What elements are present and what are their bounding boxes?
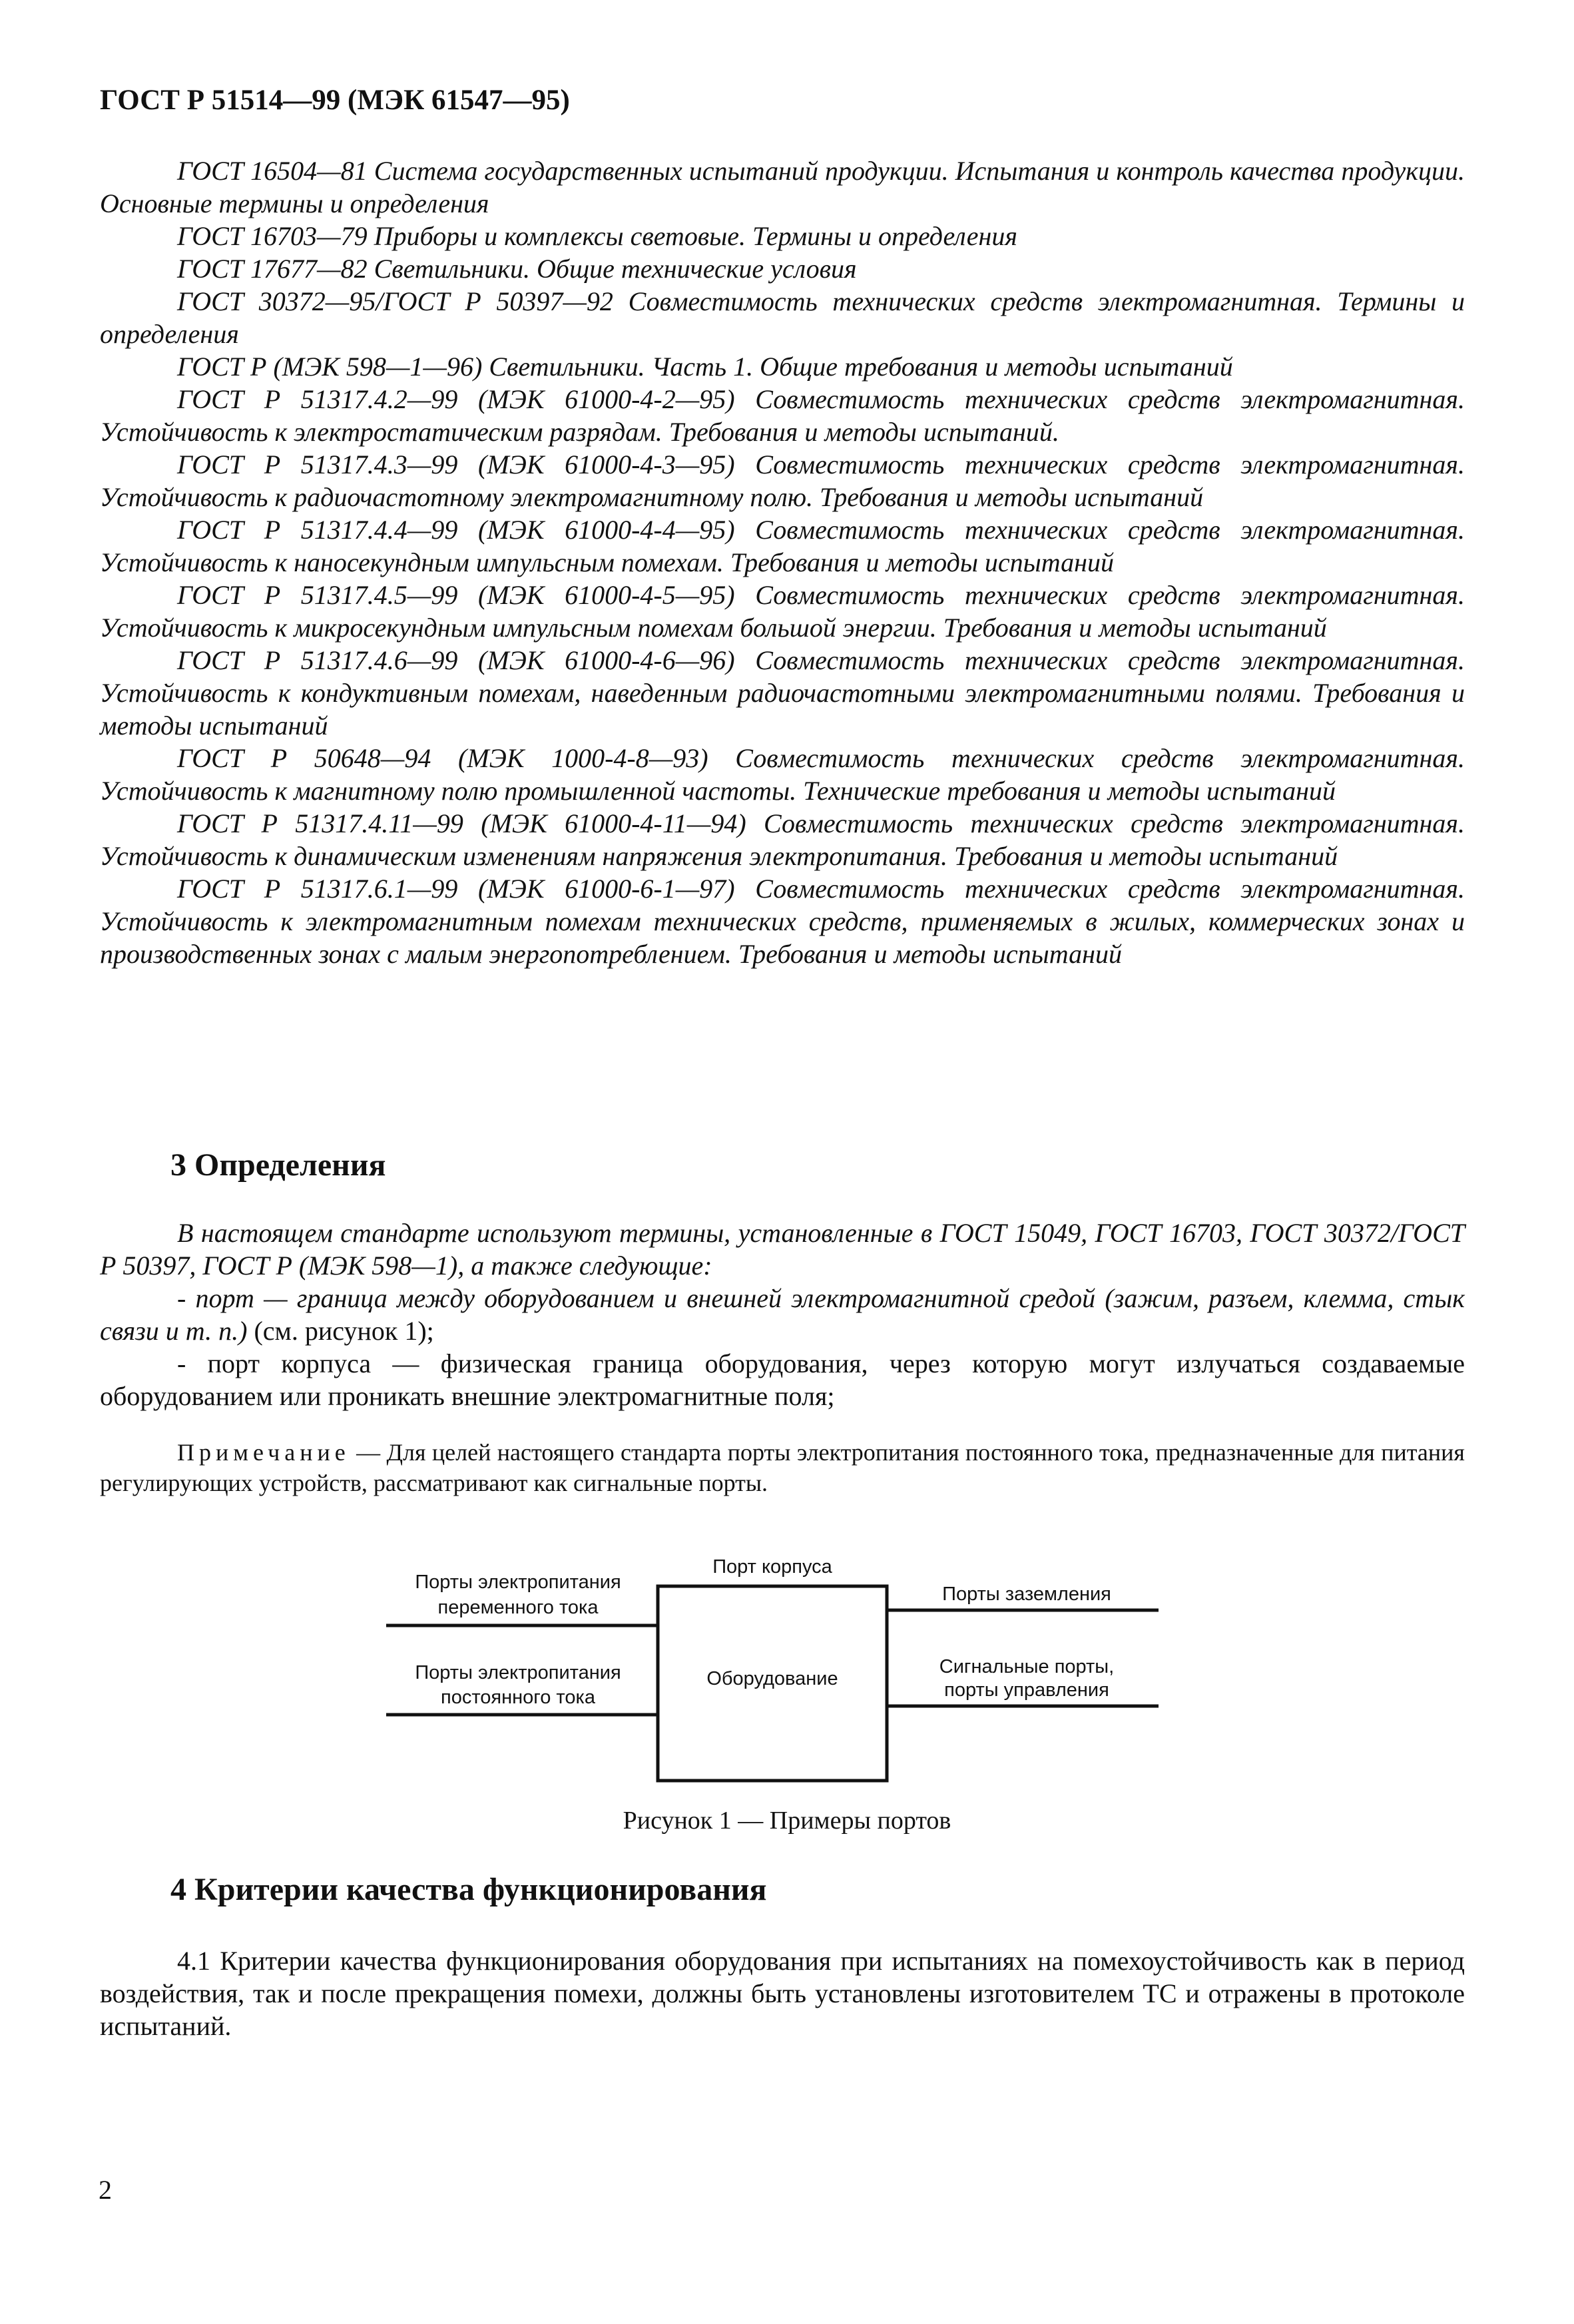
definitions-intro: В настоящем стандарте используют термины, установленные в ГОСТ 15049, ГОСТ 16703, ГОСТ 30372/ГОСТ Р 50397, ГОСТ Р (МЭК 598—1), а также следующие: <box>100 1218 1465 1281</box>
reference-item: ГОСТ Р (МЭК 598—1—96) Светильники. Часть 1. Общие требования и методы испытаний <box>177 352 1233 382</box>
reference-item: ГОСТ Р 51317.4.5—99 (МЭК 61000-4-5—95) Совместимость технических средств электромагнитная. Устойчивость к микросекундным импульсным помехам большой энергии. Требования и методы испытаний <box>100 580 1465 643</box>
reference-item: ГОСТ Р 51317.4.2—99 (МЭК 61000-4-2—95) Совместимость технических средств электромагнитная. Устойчивость к электростатическим разрядам. Требования и методы испытаний. <box>100 384 1465 447</box>
reference-item: ГОСТ 16703—79 Приборы и комплексы световые. Термины и определения <box>177 221 1017 251</box>
definition-port-ref: (см. рисунок 1); <box>247 1316 434 1346</box>
reference-item: ГОСТ Р 51317.4.3—99 (МЭК 61000-4-3—95) Совместимость технических средств электромагнитная. Устойчивость к радиочастотному электромагнитному полю. Требования и методы испытаний <box>100 449 1465 512</box>
reference-item: ГОСТ Р 51317.4.11—99 (МЭК 61000-4-11—94) Совместимость технических средств электромагнитная. Устойчивость к динамическим изменениям напряжения электропитания. Требования и методы испытаний <box>100 808 1465 871</box>
reference-item: ГОСТ Р 51317.4.4—99 (МЭК 61000-4-4—95) Совместимость технических средств электромагнитная. Устойчивость к наносекундным импульсным помехам. Требования и методы испытаний <box>100 515 1465 577</box>
note-text: — Для целей настоящего стандарта порты электропитания постоянного тока, предназначенные для питания регулирующих устройств, рассматривают как сигнальные порты. <box>100 1439 1465 1496</box>
reference-item: ГОСТ Р 50648—94 (МЭК 1000-4-8—93) Совместимость технических средств электромагнитная. Устойчивость к магнитному полю промышленной частоты. Технические требования и методы испытаний <box>100 743 1465 806</box>
signal-port-label-line2: порты управления <box>944 1679 1109 1701</box>
section-3-body <box>100 1217 1465 1412</box>
note-label: Примечание <box>177 1439 350 1466</box>
note <box>100 1437 1465 1498</box>
reference-item: ГОСТ 16504—81 Система государственных испытаний продукции. Испытания и контроль качества продукции. Основные термины и определения <box>100 156 1465 218</box>
section-3-title: 3 Определения <box>170 1147 386 1183</box>
definition-port-text: - порт — граница между оборудованием и внешней электромагнитной средой (зажим, разъем, клемма, стык связи и т. п.) <box>100 1283 1465 1346</box>
enclosure-port-label: Порт корпуса <box>712 1556 832 1578</box>
equipment-box <box>658 1586 887 1781</box>
earth-port-label: Порты заземления <box>942 1584 1111 1605</box>
reference-item: ГОСТ 17677—82 Светильники. Общие технические условия <box>177 254 857 284</box>
figure-1-caption: Рисунок 1 — Примеры портов <box>623 1807 951 1835</box>
signal-port-label-line1: Сигнальные порты, <box>939 1656 1115 1677</box>
section-4-body <box>100 1944 1465 2042</box>
reference-item: ГОСТ Р 51317.4.6—99 (МЭК 61000-4-6—96) Совместимость технических средств электромагнитная. Устойчивость к кондуктивным помехам, наведенным радиочастотными электромагнитными полями. Требования и методы испытаний <box>100 645 1465 740</box>
section-4-title: 4 Критерии качества функционирования <box>170 1872 767 1907</box>
dc-port-label-line2: постоянного тока <box>441 1687 595 1708</box>
reference-item: ГОСТ Р 51317.6.1—99 (МЭК 61000-6-1—97) Совместимость технических средств электромагнитная. Устойчивость к электромагнитным помехам технических средств, применяемых в жилых, коммерческих зонах и производственных зонах с малым энергопотреблением. Требования и методы испытаний <box>100 874 1465 969</box>
page-number: 2 <box>99 2175 112 2205</box>
reference-item: ГОСТ 30372—95/ГОСТ Р 50397—92 Совместимость технических средств электромагнитная. Термины и определения <box>100 286 1465 349</box>
standard-header: ГОСТ Р 51514—99 (МЭК 61547—95) <box>100 85 570 116</box>
definition-port <box>100 1282 1465 1347</box>
dc-port-label-line1: Порты электропитания <box>415 1662 621 1683</box>
ac-port-label-line2: переменного тока <box>437 1597 599 1618</box>
equipment-label: Оборудование <box>706 1668 838 1689</box>
normative-references <box>100 154 1465 970</box>
clause-4-1: 4.1 Критерии качества функционирования оборудования при испытаниях на помехоустойчивость как в период воздействия, так и после прекращения помехи, должны быть установлены изготовителем ТС и отражены в протоколе испытаний. <box>100 1946 1465 2041</box>
definition-enclosure-port: - порт корпуса — физическая граница оборудования, через которую могут излучаться создаваемые оборудованием или проникать внешние электромагнитные поля; <box>100 1348 1465 1411</box>
ac-port-label-line1: Порты электропитания <box>415 1572 621 1593</box>
